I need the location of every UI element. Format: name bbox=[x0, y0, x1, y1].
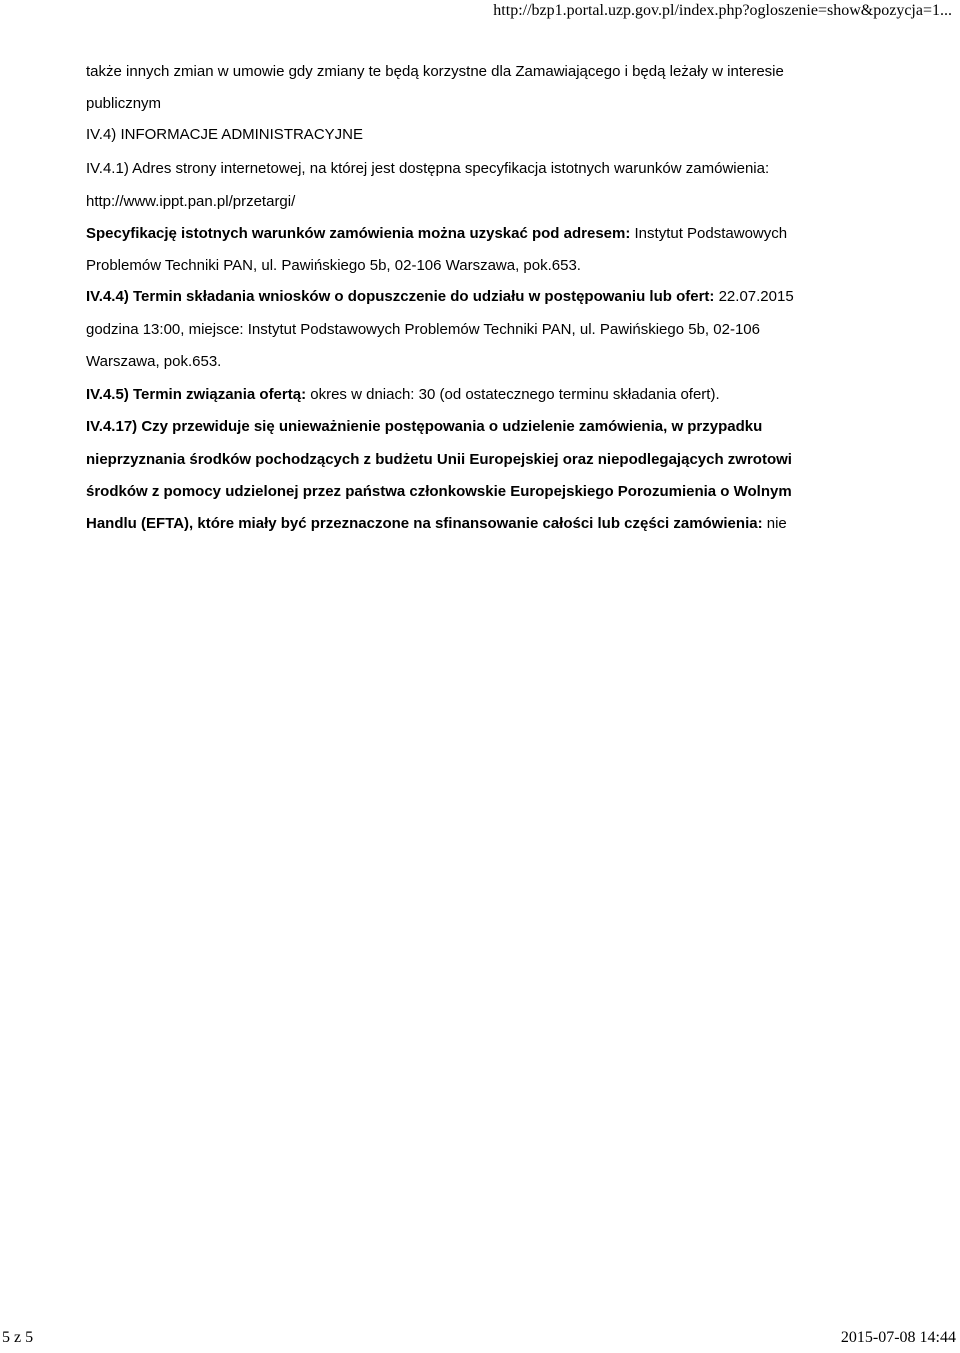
iv44-date-value: 22.07.2015 bbox=[718, 288, 794, 305]
iv41-label: IV.4.1) Adres strony internetowej, na której jest dostępna specyfikacja istotnych warunków zamówienia: bbox=[86, 160, 770, 177]
spec-address-value: Instytut Podstawowych bbox=[634, 225, 788, 242]
iv417-line-2: nieprzyznania środków pochodzących z budżetu Unii Europejskiej oraz niepodlegających zwrotowi bbox=[86, 451, 792, 468]
spec-address-label: Specyfikację istotnych warunków zamówienia można uzyskać pod adresem: bbox=[86, 225, 631, 242]
spec-address-line-1 bbox=[86, 225, 787, 243]
iv417-line-1: IV.4.17) Czy przewiduje się unieważnienie postępowania o udzielenie zamówienia, w przypadku bbox=[86, 418, 763, 435]
iv417-label-end: Handlu (EFTA), które miały być przeznaczone na sfinansowanie całości lub części zamówienia: bbox=[86, 515, 763, 532]
intro-text-line-2: publicznym bbox=[86, 95, 162, 112]
iv44-label: IV.4.4) Termin składania wniosków o dopuszczenie do udziału w postępowaniu lub ofert: bbox=[86, 288, 715, 305]
iv44-line-3: Warszawa, pok.653. bbox=[86, 353, 222, 370]
iv417-value: nie bbox=[766, 515, 787, 532]
iv417-line-4 bbox=[86, 515, 787, 533]
print-datetime: 2015-07-08 14:44 bbox=[840, 1329, 956, 1346]
section-heading-administrative-info: IV.4) INFORMACJE ADMINISTRACYJNE bbox=[86, 126, 363, 143]
intro-text-line-1: także innych zmian w umowie gdy zmiany te będą korzystne dla Zamawiającego i będą leżały w interesie bbox=[86, 63, 784, 80]
iv41-url-value: http://www.ippt.pan.pl/przetargi/ bbox=[86, 193, 296, 210]
iv45-line bbox=[86, 386, 720, 404]
iv45-value: okres w dniach: 30 (od ostatecznego terminu składania ofert). bbox=[310, 386, 720, 403]
spec-address-line-2: Problemów Techniki PAN, ul. Pawińskiego 5b, 02-106 Warszawa, pok.653. bbox=[86, 257, 581, 274]
iv44-line-2: godzina 13:00, miejsce: Instytut Podstawowych Problemów Techniki PAN, ul. Pawińskiego 5b, 02-106 bbox=[86, 321, 760, 338]
iv45-label: IV.4.5) Termin związania ofertą: bbox=[86, 386, 307, 403]
iv417-line-3: środków z pomocy udzielonej przez państwa członkowskie Europejskiego Porozumienia o Wolnym bbox=[86, 483, 792, 500]
page-url-header: http://bzp1.portal.uzp.gov.pl/index.php?ogloszenie=show&pozycja=1... bbox=[493, 2, 952, 19]
page-number: 5 z 5 bbox=[2, 1329, 34, 1346]
iv44-line-1 bbox=[86, 288, 794, 306]
